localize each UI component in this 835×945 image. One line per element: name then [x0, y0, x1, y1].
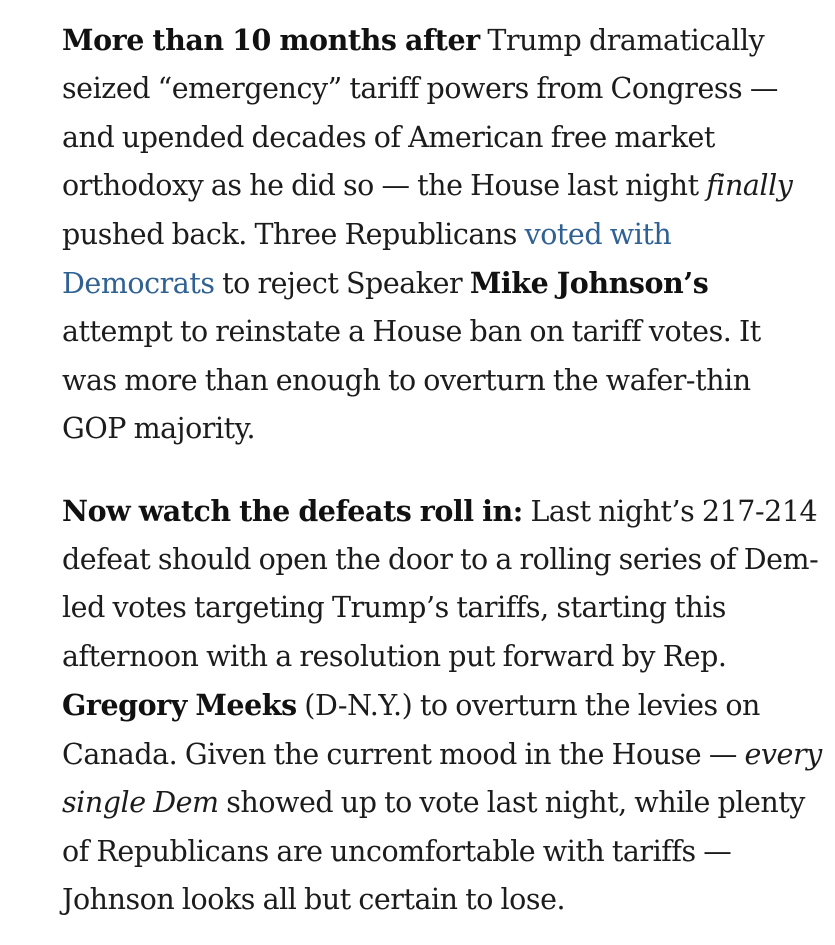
body-text: Trump dramatically seized “emergency” tariff powers from Congress — and upended decades of American free market orthodoxy as he did so — the House last night — [62, 24, 778, 203]
article-body — [62, 16, 822, 924]
paragraph-lead: Now watch the defeats roll in: — [62, 493, 523, 528]
body-text: pushed back. Three Republicans — [62, 217, 525, 251]
paragraph-defeats-roll-in — [62, 487, 822, 925]
paragraph-tariff-vote — [62, 16, 822, 454]
voted-with-democrats-link[interactable]: voted with Democrats — [62, 217, 672, 301]
body-text: showed up to vote last night, while plenty of Republicans are uncomfortable with tariffs — Johnson looks all but certain to lose. — [62, 786, 805, 916]
body-text: (D-N.Y.) to overturn the levies on Canada. Given the current mood in the House — — [62, 689, 760, 771]
paragraph-lead: More than 10 months after — [62, 23, 480, 57]
emphasis-text: finally — [706, 169, 793, 203]
body-text: attempt to reinstate a House ban on tariff votes. It was more than enough to overturn the wafer-thin GOP majority. — [62, 315, 761, 446]
person-name-mike-johnson: Mike Johnson’s — [469, 266, 709, 301]
body-text: Last night’s 217-214 defeat should open the door to a rolling series of Dem-led votes targeting Trump’s tariffs, starting this afternoon with a resolution put forward by Rep. — [62, 494, 819, 673]
person-name-gregory-meeks: Gregory Meeks — [62, 688, 297, 723]
body-text: to reject Speaker — [214, 267, 470, 301]
emphasis-text: every single Dem — [62, 737, 822, 820]
